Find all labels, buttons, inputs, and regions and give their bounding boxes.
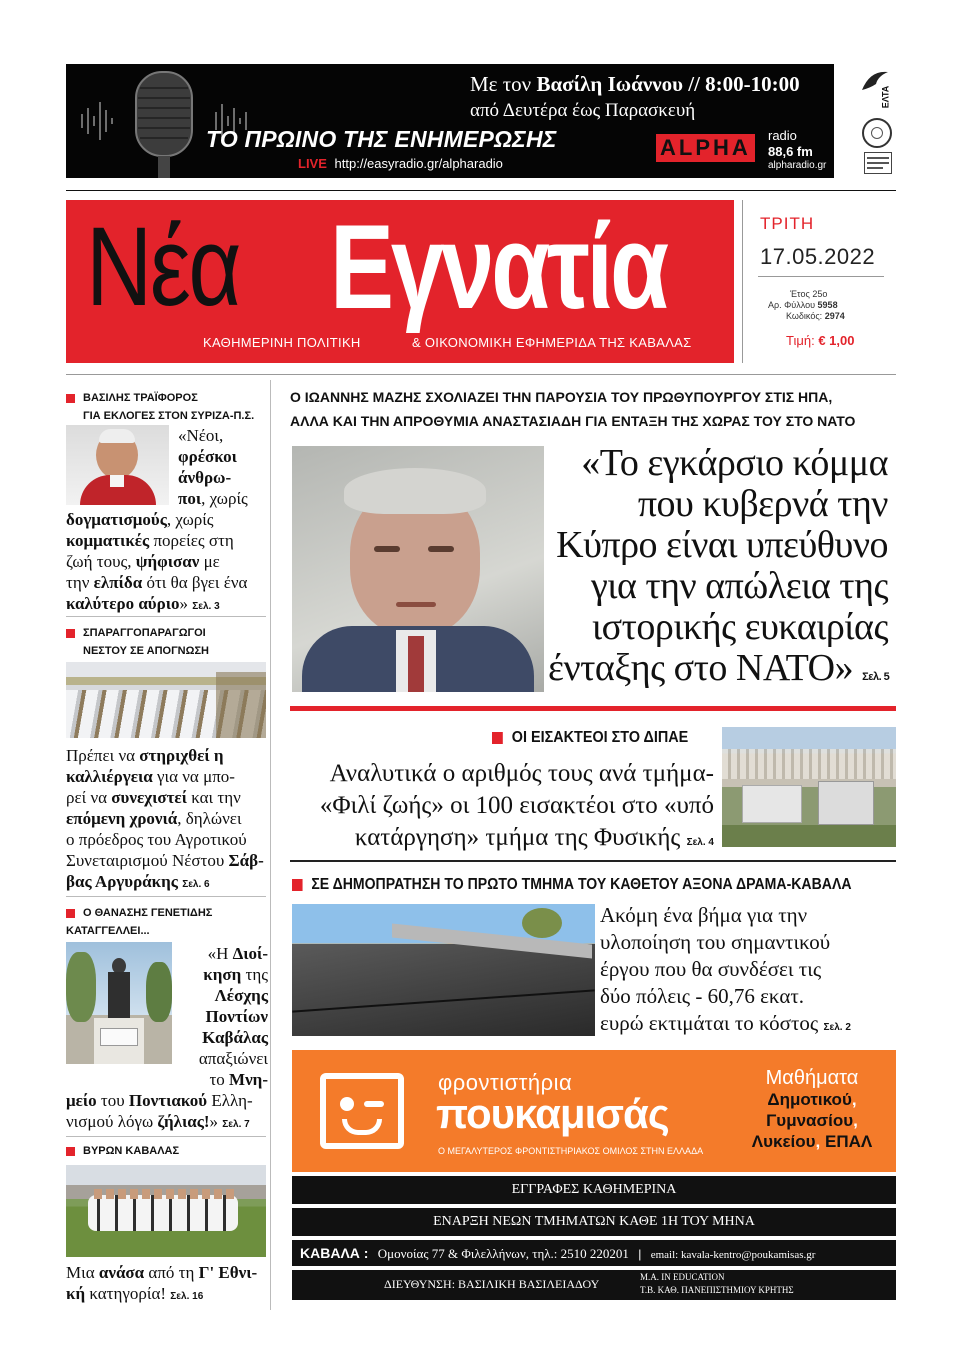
date-divider	[758, 276, 884, 277]
seal-circle-icon	[862, 118, 892, 148]
page-ref: Σελ. 4	[686, 837, 714, 848]
divider	[66, 1136, 266, 1137]
road-kicker: ΣΕ ΔΗΜΟΠΡΑΤΗΣΗ ΤΟ ΠΡΩΤΟ ΤΜΗΜΑ ΤΟΥ ΚΑΘΕΤΟΥ ΑΞΟΝΑ ΔΡΑΜΑ-ΚΑΒΑΛΑ	[292, 876, 852, 894]
headline-line: ιστορικής ευκαιρίας	[591, 606, 888, 648]
headline-line: Κύπρο είναι υπεύθυνο	[556, 524, 888, 566]
sidebar-story-2-photo	[66, 662, 266, 738]
ad-row-new-classes: ΕΝΑΡΞΗ ΝΕΩΝ ΤΜΗΜΑΤΩΝ ΚΑΘΕ 1Η ΤΟΥ ΜΗΝΑ	[292, 1208, 896, 1236]
issue-price: Τιμή: € 1,00	[786, 333, 855, 348]
road-photo	[292, 904, 595, 1036]
banner-url[interactable]: http://easyradio.gr/alpharadio	[334, 156, 503, 171]
sidebar-story-1-kicker: ΒΑΣΙΛΗΣ ΤΡΑΪΦΟΡΟΣ ΓΙΑ ΕΚΛΟΓΕΣ ΣΤΟΝ ΣΥΡΙΖΑ-Π.Σ.	[66, 389, 254, 425]
main-story-photo	[292, 446, 544, 692]
elta-logo	[858, 66, 892, 116]
issue-year: Έτος 25ο	[790, 289, 828, 299]
poukamisas-ad[interactable]	[292, 1050, 896, 1172]
radio-banner[interactable]	[66, 64, 834, 178]
issue-day: ΤΡΙΤΗ	[760, 214, 815, 233]
sidebar-story-4-text: Μια ανάσα από τη Γ' Εθνι- κή κατηγορία! Σελ. 16	[66, 1263, 258, 1303]
masthead-subtitle-right: & ΟΙΚΟΝΟΜΙΚΗ ΕΦΗΜΕΡΙΔΑ ΤΗΣ ΚΑΒΑΛΑΣ	[412, 335, 692, 350]
banner-line2: από Δευτέρα έως Παρασκευή	[470, 100, 696, 121]
radio-site: alpharadio.gr	[768, 160, 827, 171]
poukamisas-logo-icon	[320, 1073, 404, 1149]
masthead-info-divider	[742, 200, 743, 363]
sidebar-divider	[270, 380, 271, 1310]
ad-row-registrations: ΕΓΓΡΑΦΕΣ ΚΑΘΗΜΕΡΙΝΑ	[292, 1176, 896, 1204]
banner-line1: Με τον Βασίλη Ιωάννου // 8:00-10:00	[470, 72, 800, 96]
page-ref: Σελ. 3	[192, 601, 220, 612]
banner-show-title: ΤΟ ΠΡΩΙΝΟ ΤΗΣ ΕΝΗΜΕΡΩΣΗΣ	[206, 126, 557, 152]
ad-brand: πουκαμισάς	[436, 1090, 669, 1137]
sidebar-story-3-text-full: μείο του Ποντιακού Ελλη- νισμού λόγω ζήλιας!» Σελ. 7	[66, 1091, 253, 1131]
dipae-photo	[722, 727, 896, 847]
alpha-logo	[656, 134, 755, 162]
sidebar-story-4-kicker: ΒΥΡΩΝ ΚΑΒΑΛΑΣ	[66, 1142, 179, 1160]
dipae-headline[interactable]: Αναλυτικά ο αριθμός τους ανά τμήμα- «Φιλί ζωής» οι 100 εισακτέοι στο «υπό κατάργηση» τμήμα της Φυσικής Σελ. 4	[319, 760, 714, 851]
page-ref: Σελ. 16	[170, 1291, 204, 1302]
headline-line: ένταξης στο ΝΑΤΟ» Σελ. 5	[548, 647, 890, 689]
live-label: LIVE	[298, 156, 327, 171]
main-story-kicker: Ο ΙΩΑΝΝΗΣ ΜΑΖΗΣ ΣΧΟΛΙΑΖΕΙ ΤΗΝ ΠΑΡΟΥΣΙΑ ΤΟΥ ΠΡΩΘΥΠΟΥΡΓΟΥ ΣΤΙΣ ΗΠΑ, ΑΛΛΑ ΚΑΙ ΤΗΝ ΑΠΡΟΘΥΜΙΑ ΑΝΑΣΤΑΣΙΑΔΗ ΓΙΑ ΕΝΤΑΞΗ ΤΗΣ ΧΩΡΑΣ ΤΟΥ ΣΤΟ ΝΑΤΟ	[290, 389, 856, 429]
masthead-subtitle-left: ΚΑΘΗΜΕΡΙΝΗ ΠΟΛΙΤΙΚΗ	[203, 335, 361, 350]
sidebar-story-2-kicker: ΣΠΑΡΑΓΓΟΠΑΡΑΓΩΓΟΙ ΝΕΣΤΟΥ ΣΕ ΑΠΟΓΝΩΣΗ	[66, 624, 209, 660]
sidebar-story-1-photo	[66, 425, 169, 505]
sidebar-story-1-text-full: δογματισμούς, χωρίς κομματικές πορείες στη ζωή τους, ψήφισαν με την ελπίδα ότι θα βγει ένα καλύτερο αύριο» Σελ. 3	[66, 510, 248, 613]
radio-label: radio	[768, 128, 797, 143]
page-ref: Σελ. 2	[823, 1022, 851, 1033]
sidebar-story-3-text: «Η Διοί- κηση της Λέσχης Ποντίων Καβάλας απαξιώνει το Μνη-	[198, 944, 268, 1089]
issue-number: Αρ. Φύλλου 5958	[768, 300, 838, 310]
masthead-nea: Νέα	[86, 204, 239, 329]
ad-credential-1: M.A. IN EDUCATION	[640, 1272, 725, 1282]
page-ref: Σελ. 5	[862, 671, 890, 683]
issue-date: 17.05.2022	[760, 244, 876, 269]
divider	[290, 860, 896, 862]
headline-line: για την απώλεια της	[590, 565, 888, 607]
sidebar-story-2-text: Πρέπει να στηριχθεί η καλλιέργεια για να μπο- ρεί να συνεχιστεί και την επόμενη χρονιά, δηλώνει ο πρόεδρος του Αγροτικού Συνεταιρισμού Νέστου Σάβ- βας Αργυράκης Σελ. 6	[66, 746, 264, 891]
red-rule	[290, 706, 896, 711]
main-story-headline[interactable]	[548, 443, 888, 698]
certification-stamp-icon	[864, 152, 892, 174]
divider	[66, 374, 896, 375]
sidebar-story-4-photo	[66, 1165, 266, 1257]
divider	[66, 616, 266, 617]
alpha-logo-text: ALPHA	[656, 134, 755, 162]
ad-brand-top: φροντιστήρια	[438, 1070, 573, 1095]
ad-email[interactable]: email: kavala-kentro@poukamisas.gr	[650, 1249, 816, 1261]
issue-code: Κωδικός: 2974	[786, 311, 845, 321]
banner-live-line[interactable]	[298, 156, 503, 171]
ad-lessons: Μαθήματα Δημοτικού, Γυμνασίου, Λυκείου, ΕΠΑΛ	[751, 1067, 873, 1151]
microphone-icon	[66, 64, 266, 178]
sidebar-story-3-kicker: Ο ΘΑΝΑΣΗΣ ΓΕΝΕΤΙΔΗΣ ΚΑΤΑΓΓΕΛΛΕΙ...	[66, 907, 213, 937]
ad-city: ΚΑΒΑΛΑ :	[300, 1245, 369, 1261]
headline-line: «Το εγκάρσιο κόμμα	[581, 442, 888, 484]
ad-row-director	[292, 1270, 896, 1300]
dipae-kicker: ΟΙ ΕΙΣΑΚΤΕΟΙ ΣΤΟ ΔΙΠΑΕ	[492, 729, 688, 747]
headline-line: που κυβερνά την	[637, 483, 888, 525]
ad-credential-2: Τ.Β. ΚΑΘ. ΠΑΝΕΠΙΣΤΗΜΙΟΥ ΚΡΗΤΗΣ	[640, 1285, 794, 1295]
road-headline[interactable]: Ακόμη ένα βήμα για την υλοποίηση του σημαντικού έργου που θα συνδέσει τις δύο πόλεις - 60,76 εκατ. ευρώ εκτιμάται το κόστος Σελ. 2	[600, 903, 851, 1035]
masthead-egnatia: Εγνατία	[330, 200, 666, 334]
ad-tagline: Ο ΜΕΓΑΛΥΤΕΡΟΣ ΦΡΟΝΤΙΣΤΗΡΙΑΚΟΣ ΟΜΙΛΟΣ ΣΤΗΝ ΕΛΛΑΔΑ	[438, 1146, 704, 1156]
sidebar-story-1-text: «Νέοι, φρέσκοι άνθρω- ποι, χωρίς	[178, 426, 248, 508]
page-ref: Σελ. 7	[222, 1119, 250, 1130]
elta-text: ΕΛΤΑ	[880, 85, 891, 109]
divider	[66, 190, 896, 191]
divider	[66, 896, 266, 897]
page-ref: Σελ. 6	[182, 879, 210, 890]
ad-address: Ομονοίας 77 & Φιλελλήνων, τηλ.: 2510 220201	[377, 1246, 629, 1261]
radio-frequency: 88,6 fm	[768, 144, 813, 159]
sidebar-story-3-photo	[66, 942, 172, 1064]
ad-director: ΔΙΕΥΘΥΝΣΗ: ΒΑΣΙΛΙΚΗ ΒΑΣΙΛΕΙΑΔΟΥ	[384, 1277, 600, 1291]
ad-row-contact: ΚΑΒΑΛΑ : Ομονοίας 77 & Φιλελλήνων, τηλ.: 2510 220201 | email: kavala-kentro@poukamisas.gr	[292, 1240, 896, 1266]
